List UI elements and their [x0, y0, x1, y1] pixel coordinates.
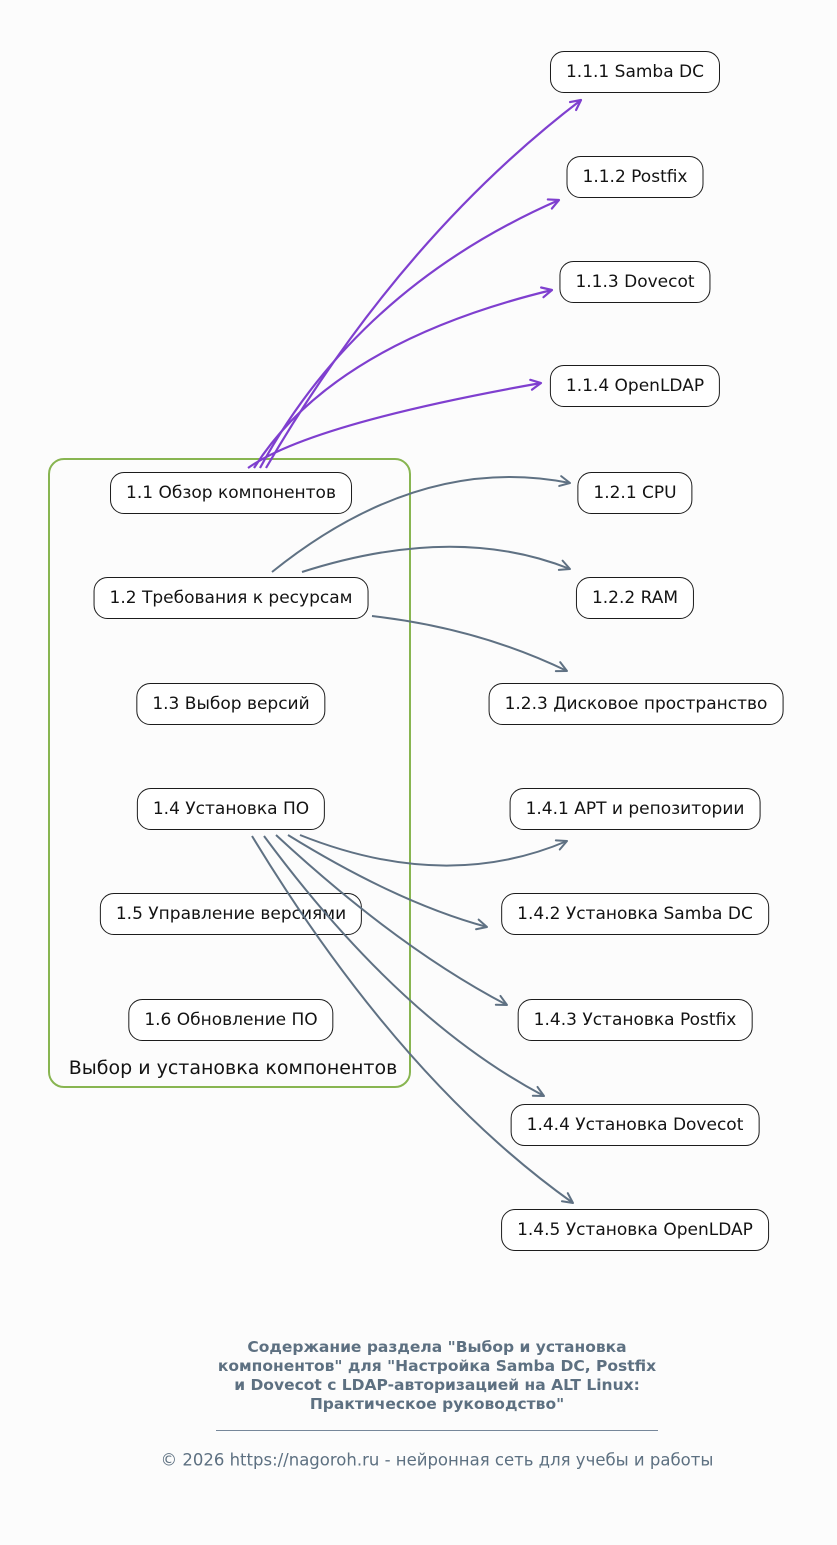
caption-divider — [216, 1430, 658, 1431]
edge-1-1-to-1-1-3 — [254, 290, 552, 468]
node-1-4-4: 1.4.4 Установка Dovecot — [511, 1104, 760, 1146]
node-1-6: 1.6 Обновление ПО — [128, 999, 333, 1041]
edge-1-1-to-1-1-4 — [248, 383, 541, 468]
node-1-4-5: 1.4.5 Установка OpenLDAP — [501, 1209, 769, 1251]
node-1-4-2: 1.4.2 Установка Samba DC — [501, 893, 769, 935]
node-1-5: 1.5 Управление версиями — [100, 893, 362, 935]
caption-line: Содержание раздела "Выбор и установка — [247, 1338, 627, 1356]
diagram-caption — [177, 1338, 697, 1414]
group-label: Выбор и установка компонентов — [68, 1057, 398, 1079]
node-1-2: 1.2 Требования к ресурсам — [94, 577, 369, 619]
edge-1-1-to-1-1-2 — [260, 200, 559, 468]
node-1-4-3: 1.4.3 Установка Postfix — [518, 999, 753, 1041]
caption-line: Практическое руководство" — [309, 1395, 565, 1413]
copyright-text: © 2026 https://nagoroh.ru - нейронная сеть для учебы и работы — [160, 1450, 714, 1470]
node-1-2-2: 1.2.2 RAM — [576, 577, 694, 619]
node-1-1-3: 1.1.3 Dovecot — [559, 261, 710, 303]
node-1-1: 1.1 Обзор компонентов — [110, 472, 352, 514]
node-1-3: 1.3 Выбор версий — [136, 683, 325, 725]
node-1-1-4: 1.1.4 OpenLDAP — [550, 365, 720, 407]
caption-line: и Dovecot с LDAP-авторизацией на ALT Linux: — [234, 1376, 640, 1394]
node-1-1-2: 1.1.2 Postfix — [567, 156, 704, 198]
node-1-1-1: 1.1.1 Samba DC — [550, 51, 720, 93]
node-1-4-1: 1.4.1 APT и репозитории — [510, 788, 761, 830]
node-1-2-3: 1.2.3 Дисковое пространство — [489, 683, 784, 725]
caption-line: компонентов" для "Настройка Samba DC, Postfix — [217, 1357, 657, 1375]
node-1-2-1: 1.2.1 CPU — [577, 472, 692, 514]
edge-1-1-to-1-1-1 — [266, 100, 581, 468]
group-box — [48, 458, 411, 1088]
node-1-4: 1.4 Установка ПО — [137, 788, 325, 830]
